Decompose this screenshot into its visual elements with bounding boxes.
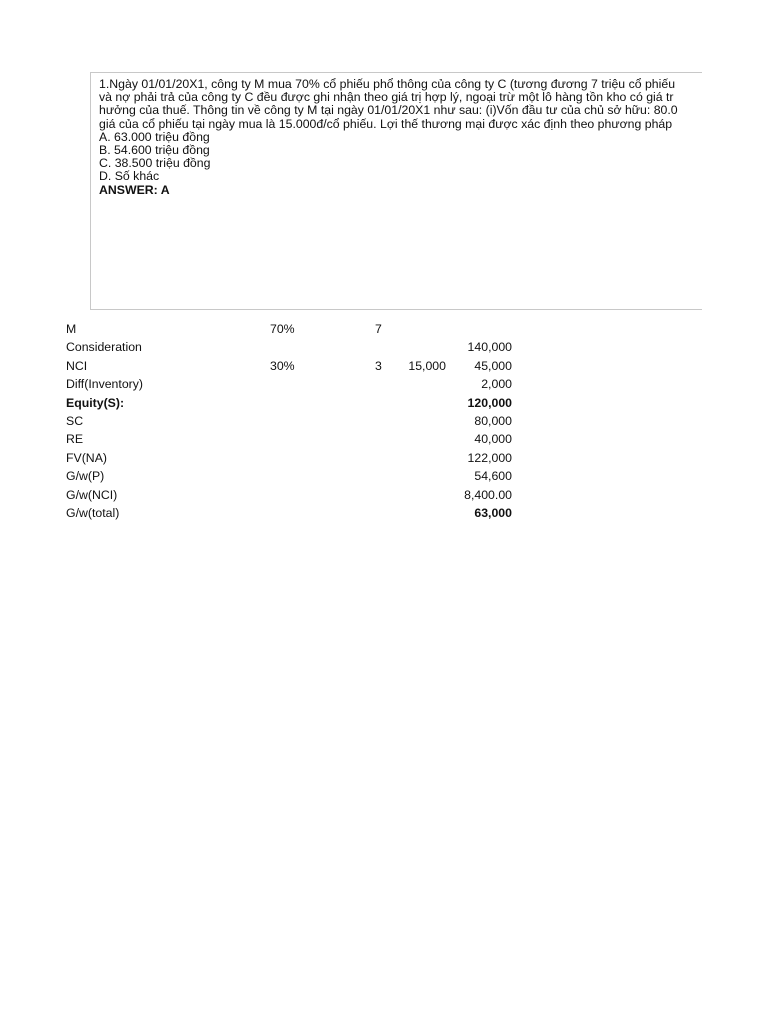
row-label: NCI: [66, 358, 88, 373]
option-c: C. 38.500 triệu đồng: [99, 156, 211, 171]
row-percent: 30%: [270, 358, 295, 373]
option-b: B. 54.600 triệu đồng: [99, 142, 210, 157]
row-label: Equity(S):: [66, 395, 125, 410]
grid-row: [0, 375, 768, 394]
row-label: G/w(P): [66, 469, 105, 484]
row-label: Diff(Inventory): [66, 377, 143, 392]
grid-row: [0, 467, 768, 486]
row-amount: 8,400.00: [464, 487, 512, 502]
grid-row: [0, 449, 768, 468]
row-label: Consideration: [66, 340, 142, 355]
option-d: D. Số khác: [99, 169, 160, 184]
row-amount: 122,000: [467, 450, 512, 465]
row-label: RE: [66, 432, 84, 447]
row-shares: 7: [375, 322, 382, 336]
question-text: [99, 78, 702, 197]
row-amount: 45,000: [474, 358, 512, 373]
grid-row: [0, 486, 768, 505]
grid-row: [0, 504, 768, 523]
row-amount: 54,600: [474, 469, 512, 484]
question-line: và nợ phải trả của công ty C đều được ghi nhận theo giá trị hợp lý, ngoại trừ một lô hàng tồn kho có giá tr: [99, 90, 674, 105]
row-label: SC: [66, 414, 84, 428]
row-amount: 63,000: [474, 506, 512, 520]
grid-row: [0, 412, 768, 431]
row-amount: 2,000: [481, 377, 512, 392]
option-a: A. 63.000 triệu đồng: [99, 129, 210, 144]
question-box: [90, 72, 702, 310]
question-line: giá của cổ phiếu tại ngày mua là 15.000đ/cổ phiếu. Lợi thế thương mại được xác định theo phương pháp: [99, 116, 673, 131]
answer-line: ANSWER: A: [99, 182, 170, 197]
row-amount: 120,000: [467, 395, 512, 410]
grid-row: [0, 338, 768, 357]
grid-row: [0, 357, 768, 376]
grid-row: [0, 430, 768, 449]
row-price: 15,000: [408, 358, 446, 373]
row-percent: 70%: [270, 322, 295, 336]
question-line: hưởng của thuế. Thông tin về công ty M tại ngày 01/01/20X1 như sau: (i)Vốn đầu tư của chủ sở hữu: 80.0: [99, 103, 678, 118]
row-label: G/w(total): [66, 506, 120, 520]
grid-row: [0, 320, 768, 339]
question-line: 1.Ngày 01/01/20X1, công ty M mua 70% cổ phiếu phổ thông của công ty C (tương đương 7 triệu cổ phiếu: [99, 77, 676, 91]
row-amount: 80,000: [474, 414, 512, 428]
row-label: M: [66, 322, 77, 336]
row-amount: 40,000: [474, 432, 512, 447]
row-shares: 3: [375, 358, 382, 373]
row-amount: 140,000: [467, 340, 512, 355]
grid-row: [0, 394, 768, 413]
row-label: G/w(NCI): [66, 487, 118, 502]
row-label: FV(NA): [66, 450, 107, 465]
